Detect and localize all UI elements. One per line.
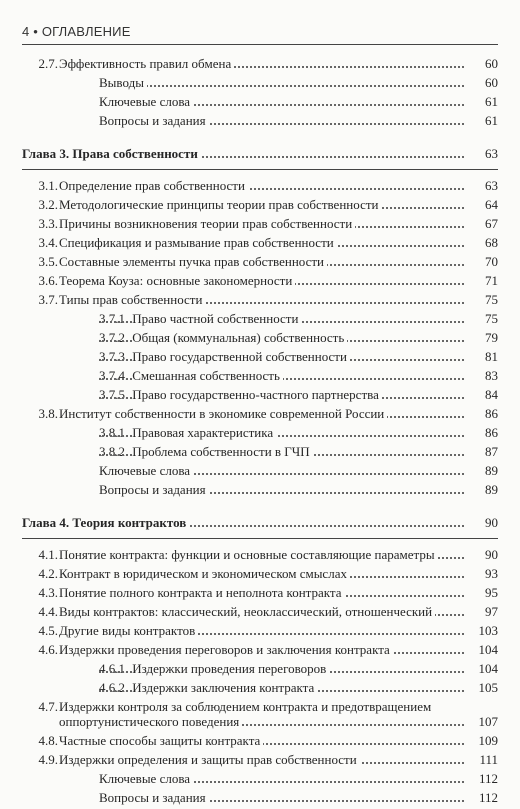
entry-number: 4.2. <box>38 566 58 581</box>
entry-title: Понятие полного контракта и неполнота контракта <box>59 585 345 600</box>
entry-page: 86 <box>470 406 498 421</box>
entry-title: Издержки проведения переговоров <box>132 661 329 676</box>
entry-title: Другие виды контрактов <box>59 623 198 638</box>
toc-entry <box>22 463 498 482</box>
entry-page: 112 <box>470 790 498 805</box>
entry-number: 4.5. <box>38 623 58 638</box>
bullet: • <box>33 24 39 39</box>
entry-page: 111 <box>470 752 498 767</box>
toc-entry <box>22 547 498 566</box>
entry-page: 104 <box>470 661 498 676</box>
toc-entry <box>22 292 498 311</box>
entry-number: 4.4. <box>38 604 58 619</box>
entry-title: Ключевые слова <box>99 463 193 478</box>
entry-title: Ключевые слова <box>99 771 193 786</box>
toc-entry <box>22 680 498 699</box>
entry-page: 61 <box>470 113 498 128</box>
entry-page: 103 <box>470 623 498 638</box>
page-number: 4 <box>22 24 30 39</box>
entry-page: 90 <box>470 547 498 562</box>
toc-entry <box>22 197 498 216</box>
toc-entry <box>22 699 498 733</box>
entry-title: Издержки контроля за соблюдением контракта и предотвращением оппортунистического поведения <box>59 699 432 729</box>
toc-entry <box>22 216 498 235</box>
entry-title: Издержки заключения контракта <box>132 680 317 695</box>
toc-entry <box>22 642 498 661</box>
entry-title: Институт собственности в экономике современной России <box>59 406 387 421</box>
entry-title: Выводы <box>99 75 147 90</box>
toc-entry <box>22 94 498 113</box>
toc-entry <box>22 585 498 604</box>
entry-page: 97 <box>470 604 498 619</box>
entry-number: 3.8. <box>38 406 58 421</box>
chapter-spacer <box>22 132 498 138</box>
entry-page: 104 <box>470 642 498 657</box>
chapter-heading <box>22 146 498 167</box>
entry-title: Частные способы защиты контракта <box>59 733 263 748</box>
chapter-spacer <box>22 501 498 507</box>
entry-number: 3.7.1. <box>99 311 129 326</box>
entry-number: 3.7.4. <box>99 368 129 383</box>
entry-page: 86 <box>470 425 498 440</box>
running-head <box>22 24 131 39</box>
entry-title: Составные элементы пучка прав собственности <box>59 254 327 269</box>
entry-number: 3.8.1. <box>99 425 129 440</box>
entry-number: 3.5. <box>38 254 58 269</box>
entry-page: 63 <box>470 146 498 161</box>
header-rule <box>22 44 498 45</box>
entry-number: 3.7.5. <box>99 387 129 402</box>
entry-number: 4.6. <box>38 642 58 657</box>
entry-title: Определение прав собственности <box>59 178 248 193</box>
toc-entry <box>22 254 498 273</box>
entry-title: Право государственной собственности <box>132 349 350 364</box>
toc-entry <box>22 425 498 444</box>
chapter-rule <box>22 538 498 539</box>
toc-entry <box>22 771 498 790</box>
toc-entry <box>22 235 498 254</box>
entry-page: 63 <box>470 178 498 193</box>
entry-title: Вопросы и задания <box>99 790 209 805</box>
entry-title: Издержки определения и защиты прав собственности <box>59 752 360 767</box>
entry-page: 89 <box>470 463 498 478</box>
entry-number: 4.6.2. <box>99 680 129 695</box>
entry-number: 3.3. <box>38 216 58 231</box>
toc-entry <box>22 752 498 771</box>
page-title: ОГЛАВЛЕНИЕ <box>41 24 131 39</box>
entry-number: 3.2. <box>38 197 58 212</box>
entry-title: Методологические принципы теории прав собственности <box>59 197 381 212</box>
entry-page: 105 <box>470 680 498 695</box>
entry-page: 93 <box>470 566 498 581</box>
dot-leader <box>99 85 464 87</box>
entry-title: Смешанная собственность <box>132 368 283 383</box>
toc-entry <box>22 623 498 642</box>
entry-page: 60 <box>470 56 498 71</box>
entry-number: 3.6. <box>38 273 58 288</box>
toc-entry <box>22 311 498 330</box>
entry-number: 4.1. <box>38 547 58 562</box>
entry-number: 3.1. <box>38 178 58 193</box>
toc-entry <box>22 444 498 463</box>
toc-entry <box>22 406 498 425</box>
entry-page: 87 <box>470 444 498 459</box>
entry-page: 61 <box>470 94 498 109</box>
entry-number: 4.7. <box>38 699 58 714</box>
entry-page: 60 <box>470 75 498 90</box>
toc-entry <box>22 604 498 623</box>
entry-title: Эффективность правил обмена <box>59 56 234 71</box>
entry-page: 89 <box>470 482 498 497</box>
entry-page: 81 <box>470 349 498 364</box>
entry-page: 68 <box>470 235 498 250</box>
entry-title: Понятие контракта: функции и основные составляющие параметры <box>59 547 438 562</box>
entry-page: 64 <box>470 197 498 212</box>
entry-page: 75 <box>470 311 498 326</box>
toc-entry <box>22 733 498 752</box>
toc-entry <box>22 482 498 501</box>
entry-title: Глава 3. Права собственности <box>22 146 201 161</box>
entry-number: 3.7.2. <box>99 330 129 345</box>
entry-page: 71 <box>470 273 498 288</box>
entry-page: 107 <box>470 714 498 729</box>
toc-entry <box>22 368 498 387</box>
entry-page: 90 <box>470 515 498 530</box>
entry-title: Издержки проведения переговоров и заключения контракта <box>59 642 393 657</box>
toc-entry <box>22 387 498 406</box>
entry-title: Виды контрактов: классический, неоклассический, отношенческий <box>59 604 435 619</box>
entry-title: Ключевые слова <box>99 94 193 109</box>
entry-title: Глава 4. Теория контрактов <box>22 515 189 530</box>
entry-number: 2.7. <box>38 56 58 71</box>
entry-page: 95 <box>470 585 498 600</box>
toc-entry <box>22 349 498 368</box>
toc-entry <box>22 178 498 197</box>
entry-title: Вопросы и задания <box>99 113 209 128</box>
entry-page: 83 <box>470 368 498 383</box>
entry-title: Вопросы и задания <box>99 482 209 497</box>
entry-page: 75 <box>470 292 498 307</box>
entry-number: 3.8.2. <box>99 444 129 459</box>
toc-entry <box>22 330 498 349</box>
entry-number: 4.3. <box>38 585 58 600</box>
entry-page: 70 <box>470 254 498 269</box>
entry-page: 109 <box>470 733 498 748</box>
entry-page: 67 <box>470 216 498 231</box>
entry-page: 84 <box>470 387 498 402</box>
entry-number: 4.6.1. <box>99 661 129 676</box>
chapter-rule <box>22 169 498 170</box>
entry-title: Теорема Коуза: основные закономерности <box>59 273 295 288</box>
entry-title: Правовая характеристика <box>132 425 276 440</box>
entry-title: Право частной собственности <box>132 311 301 326</box>
toc-entry <box>22 113 498 132</box>
entry-number: 3.4. <box>38 235 58 250</box>
toc-entry <box>22 56 498 75</box>
entry-title: Типы прав собственности <box>59 292 205 307</box>
entry-title: Право государственно-частного партнерства <box>132 387 382 402</box>
entry-number: 4.9. <box>38 752 58 767</box>
toc-entry <box>22 75 498 94</box>
chapter-heading <box>22 515 498 536</box>
entry-title: Проблема собственности в ГЧП <box>132 444 312 459</box>
table-of-contents <box>22 56 498 809</box>
entry-number: 4.8. <box>38 733 58 748</box>
entry-title: Контракт в юридическом и экономическом смыслах <box>59 566 350 581</box>
entry-title: Общая (коммунальная) собственность <box>132 330 347 345</box>
toc-entry <box>22 566 498 585</box>
toc-entry <box>22 661 498 680</box>
entry-page: 112 <box>470 771 498 786</box>
entry-title: Спецификация и размывание прав собственности <box>59 235 337 250</box>
entry-title: Причины возникновения теории прав собственности <box>59 216 355 231</box>
entry-number: 3.7. <box>38 292 58 307</box>
toc-entry <box>22 273 498 292</box>
entry-page: 79 <box>470 330 498 345</box>
entry-number: 3.7.3. <box>99 349 129 364</box>
